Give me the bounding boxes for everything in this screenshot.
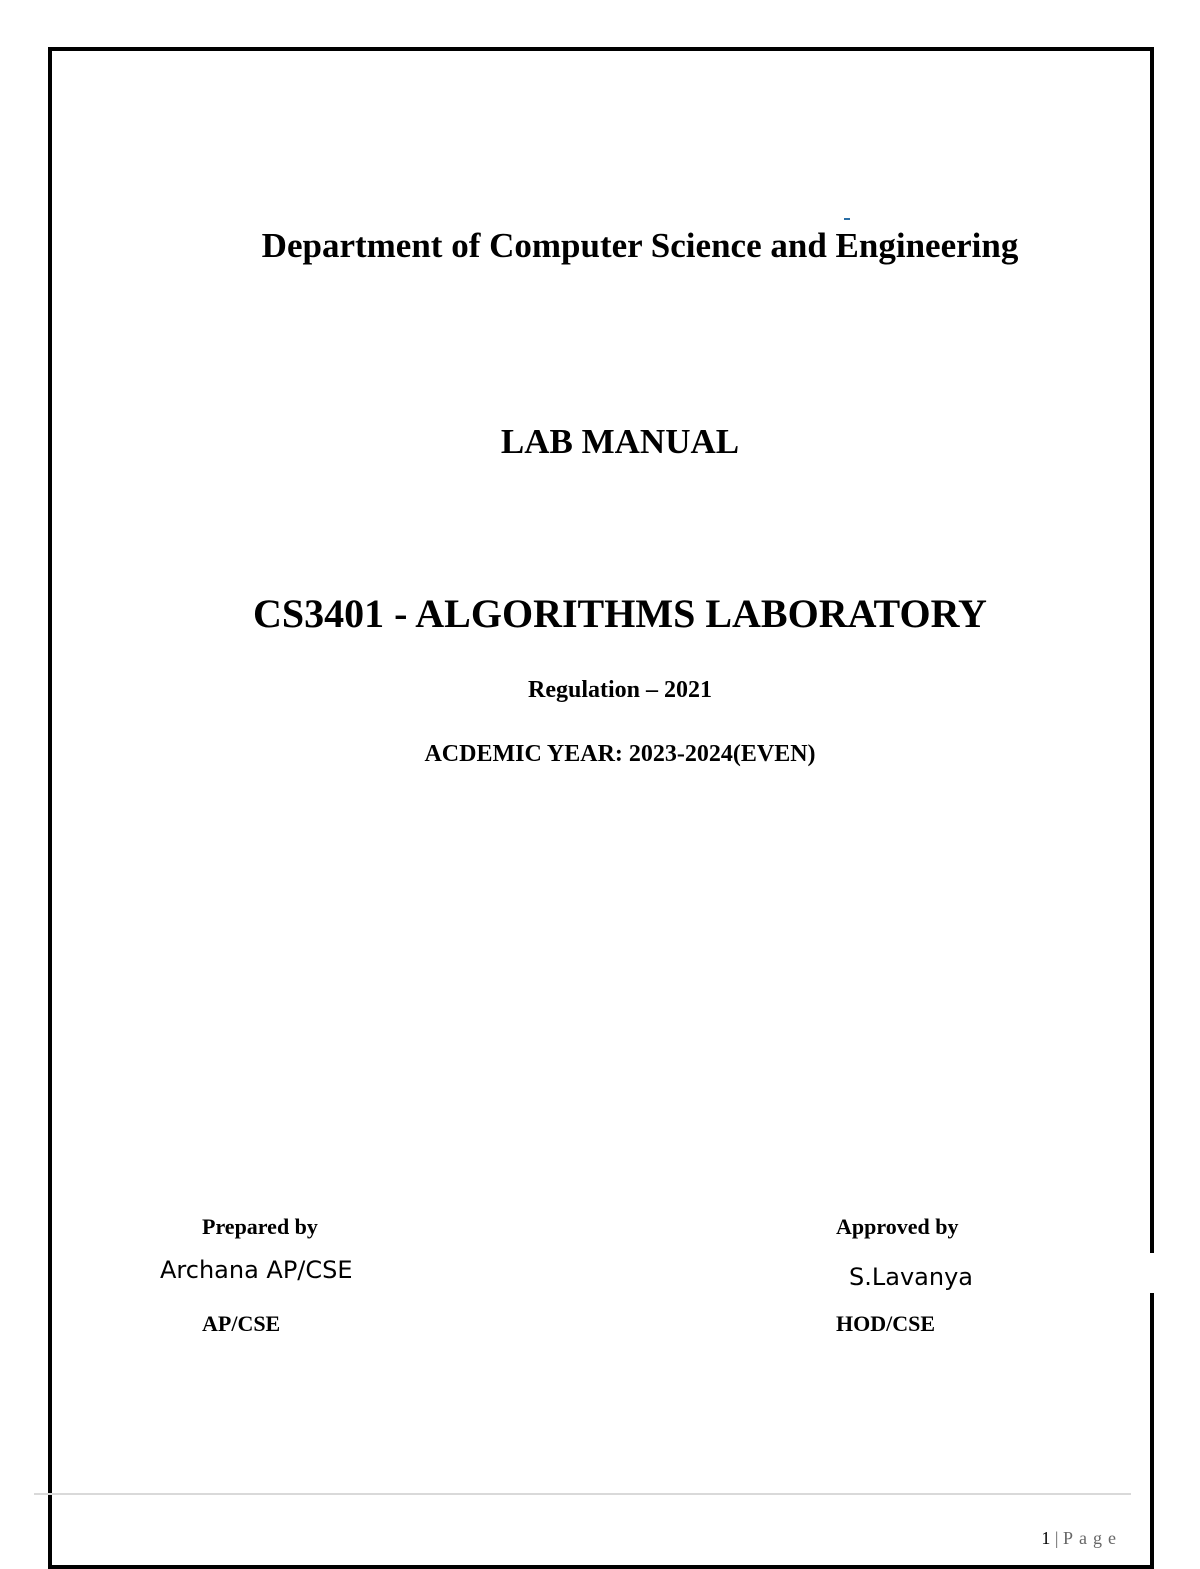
department-title: Department of Computer Science and Engineering <box>261 226 1019 265</box>
border-gap <box>1146 1253 1156 1293</box>
page-footer <box>1041 1528 1122 1549</box>
prepared-by-label: Prepared by <box>202 1214 318 1239</box>
course-title: CS3401 - ALGORITHMS LABORATORY <box>253 591 987 636</box>
tiny-mark <box>844 218 850 220</box>
prepared-by-role: AP/CSE <box>202 1311 281 1336</box>
page-label: Page <box>1063 1528 1122 1548</box>
page-border <box>48 47 1154 1569</box>
document-type-heading: LAB MANUAL <box>500 422 740 461</box>
prepared-by-name: Archana AP/CSE <box>160 1256 353 1284</box>
approved-by-role: HOD/CSE <box>836 1311 936 1336</box>
page-number: 1 <box>1041 1528 1051 1548</box>
footer-divider <box>34 1493 1131 1495</box>
approved-by-label: Approved by <box>836 1214 959 1239</box>
academic-year-text: ACDEMIC YEAR: 2023-2024(EVEN) <box>424 741 816 767</box>
approved-by-name: S.Lavanya <box>849 1263 973 1291</box>
regulation-text: Regulation – 2021 <box>527 677 712 703</box>
page-separator: | <box>1054 1528 1059 1548</box>
